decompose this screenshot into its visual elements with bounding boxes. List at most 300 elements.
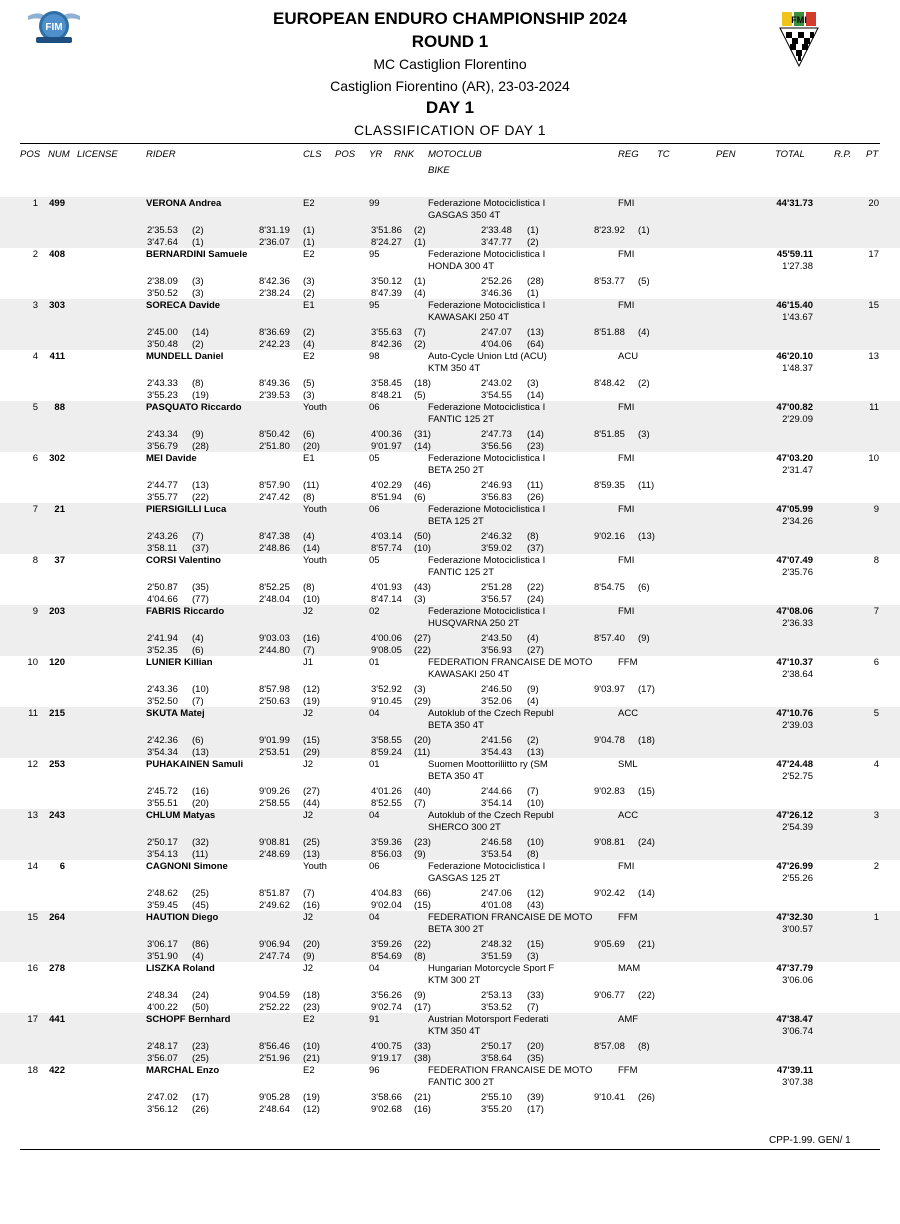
lap-time-cell: 9'02.42 [594, 888, 625, 899]
rider-year: 96 [369, 1065, 380, 1076]
rider-pos: 11 [28, 708, 38, 719]
rider-name: MUNDELL Daniel [146, 351, 224, 362]
lap-time-cell: (4) [414, 288, 426, 299]
lap-time-cell: (1) [303, 225, 315, 236]
lap-time-cell: (3) [638, 429, 650, 440]
rider-total: 46'20.10 [776, 351, 813, 362]
rider-row [0, 809, 900, 860]
rider-motoclub: Suomen Moottoriliitto ry (SM [428, 759, 548, 770]
lap-time-cell: (11) [414, 747, 431, 758]
rider-num: 37 [54, 555, 65, 566]
lap-time-cell: (4) [303, 339, 315, 350]
lap-time-cell: (45) [192, 900, 209, 911]
lap-time-cell: (21) [414, 1092, 431, 1103]
lap-time-cell: (15) [527, 939, 544, 950]
lap-time-cell: (3) [303, 390, 315, 401]
lap-time-cell: 9'10.45 [371, 696, 402, 707]
rider-pos: 7 [32, 504, 38, 515]
rider-year: 95 [369, 249, 380, 260]
lap-time-cell: 2'43.02 [481, 378, 512, 389]
lap-time-cell: (20) [303, 939, 320, 950]
rider-total: 47'08.06 [776, 606, 813, 617]
lap-time-cell: (5) [303, 378, 315, 389]
lap-time-cell: 4'00.36 [371, 429, 402, 440]
lap-time-cell: (1) [303, 237, 315, 248]
lap-time-cell: 2'42.36 [147, 735, 178, 746]
lap-time-cell: 3'47.77 [481, 237, 512, 248]
rider-row [0, 911, 900, 962]
col-pt: PT [866, 149, 879, 160]
rider-gap: 3'00.57 [782, 924, 813, 935]
rider-points: 13 [868, 351, 879, 362]
rider-total: 44'31.73 [776, 198, 813, 209]
lap-time-cell: 2'52.22 [259, 1002, 290, 1013]
lap-time-cell: 8'24.27 [371, 237, 402, 248]
rider-name: PUHAKAINEN Samuli [146, 759, 244, 770]
lap-time-cell: 3'50.52 [147, 288, 178, 299]
lap-time-cell: 4'03.14 [371, 531, 402, 542]
lap-time-cell: 9'02.68 [371, 1104, 402, 1115]
rider-bike: BETA 125 2T [428, 516, 484, 527]
lap-time-cell: 8'51.87 [259, 888, 290, 899]
rider-class: J2 [303, 606, 314, 617]
rider-class: Youth [303, 861, 327, 872]
lap-time-cell: (2) [192, 339, 204, 350]
col-pos: POS [20, 149, 41, 160]
rider-class: E2 [303, 198, 315, 209]
lap-time-cell: 8'47.38 [259, 531, 290, 542]
rider-total: 47'26.99 [776, 861, 813, 872]
lap-time-cell: (2) [414, 339, 426, 350]
rider-year: 99 [369, 198, 380, 209]
rider-bike: FANTIC 300 2T [428, 1077, 494, 1088]
rider-num: 422 [49, 1065, 65, 1076]
rider-motoclub: Auto-Cycle Union Ltd (ACU) [428, 351, 547, 362]
lap-time-cell: (1) [414, 276, 426, 287]
rider-motoclub: Federazione Motociclistica I [428, 555, 546, 566]
lap-time-cell: 3'59.36 [371, 837, 402, 848]
lap-time-cell: 3'58.55 [371, 735, 402, 746]
lap-time-cell: (6) [303, 429, 315, 440]
rider-points: 2 [873, 861, 879, 872]
lap-time-cell: (20) [192, 798, 209, 809]
lap-time-cell: (15) [638, 786, 655, 797]
lap-time-cell: 2'43.33 [147, 378, 178, 389]
lap-time-cell: 3'53.54 [481, 849, 512, 860]
lap-time-cell: 3'58.11 [147, 543, 178, 554]
rider-num: 120 [49, 657, 65, 668]
lap-time-cell: 9'10.41 [594, 1092, 625, 1103]
lap-time-cell: (3) [192, 288, 204, 299]
rider-name: HAUTION Diego [146, 912, 219, 923]
rider-pos: 15 [27, 912, 38, 923]
lap-time-cell: 9'05.69 [594, 939, 625, 950]
rider-bike: KAWASAKI 250 4T [428, 312, 510, 323]
rider-class: E2 [303, 249, 315, 260]
lap-time-cell: (6) [638, 582, 650, 593]
lap-time-cell: 2'50.87 [147, 582, 178, 593]
rider-points: 10 [868, 453, 879, 464]
lap-time-cell: (24) [192, 990, 209, 1001]
lap-time-cell: (64) [527, 339, 544, 350]
rider-bike: KTM 350 4T [428, 1026, 481, 1037]
lap-time-cell: (29) [303, 747, 320, 758]
lap-time-cell: 3'47.64 [147, 237, 178, 248]
rider-num: 411 [49, 351, 65, 362]
lap-time-cell: 9'04.59 [259, 990, 290, 1001]
lap-time-cell: 2'48.04 [259, 594, 290, 605]
lap-time-cell: 2'58.55 [259, 798, 290, 809]
rider-row [0, 656, 900, 707]
lap-time-cell: (2) [303, 288, 315, 299]
lap-time-cell: 2'47.06 [481, 888, 512, 899]
lap-time-cell: 2'41.56 [481, 735, 512, 746]
lap-time-cell: 3'56.57 [481, 594, 512, 605]
lap-time-cell: 2'33.48 [481, 225, 512, 236]
rider-total: 47'24.48 [776, 759, 813, 770]
lap-time-cell: (4) [192, 633, 204, 644]
rider-class: J1 [303, 657, 314, 668]
lap-time-cell: (17) [527, 1104, 544, 1115]
rider-gap: 2'35.76 [782, 567, 813, 578]
rider-motoclub: Federazione Motociclistica I [428, 249, 546, 260]
rider-row [0, 962, 900, 1013]
lap-time-cell: 8'57.40 [594, 633, 625, 644]
lap-time-cell: 3'53.52 [481, 1002, 512, 1013]
rider-num: 215 [49, 708, 65, 719]
col-tc: TC [657, 149, 670, 160]
lap-time-cell: 8'47.14 [371, 594, 402, 605]
lap-time-cell: (8) [192, 378, 204, 389]
rider-motoclub: Autoklub of the Czech Republ [428, 708, 554, 719]
lap-time-cell: 9'02.16 [594, 531, 625, 542]
rider-reg: FMI [618, 453, 635, 464]
rider-bike: GASGAS 350 4T [428, 210, 501, 221]
lap-time-cell: (25) [303, 837, 320, 848]
lap-time-cell: (4) [527, 696, 539, 707]
lap-time-cell: 4'00.75 [371, 1041, 402, 1052]
rider-gap: 3'06.06 [782, 975, 813, 986]
lap-time-cell: 2'43.50 [481, 633, 512, 644]
lap-time-cell: 3'54.14 [481, 798, 512, 809]
lap-time-cell: (14) [527, 390, 544, 401]
lap-time-cell: (50) [414, 531, 431, 542]
lap-time-cell: (6) [192, 735, 204, 746]
lap-time-cell: 3'51.59 [481, 951, 512, 962]
lap-time-cell: 3'58.45 [371, 378, 402, 389]
lap-time-cell: 2'44.77 [147, 480, 178, 491]
lap-time-cell: 4'04.83 [371, 888, 402, 899]
lap-time-cell: (31) [414, 429, 431, 440]
rider-class: E1 [303, 300, 315, 311]
rider-row [0, 299, 900, 350]
rider-points: 20 [868, 198, 879, 209]
lap-time-cell: (1) [638, 225, 650, 236]
lap-time-cell: 4'02.29 [371, 480, 402, 491]
rider-class: J2 [303, 759, 314, 770]
rider-name: VERONA Andrea [146, 198, 222, 209]
lap-time-cell: (28) [192, 441, 209, 452]
rider-gap: 2'39.03 [782, 720, 813, 731]
lap-time-cell: 3'54.55 [481, 390, 512, 401]
lap-time-cell: 4'00.06 [371, 633, 402, 644]
lap-time-cell: (44) [303, 798, 320, 809]
lap-time-cell: (10) [303, 1041, 320, 1052]
rider-gap: 2'29.09 [782, 414, 813, 425]
lap-time-cell: (8) [638, 1041, 650, 1052]
lap-time-cell: (1) [527, 288, 539, 299]
lap-time-cell: (3) [414, 594, 426, 605]
header-rule [20, 143, 880, 144]
rider-row [0, 350, 900, 401]
rider-motoclub: Federazione Motociclistica I [428, 453, 546, 464]
lap-time-cell: 9'03.03 [259, 633, 290, 644]
rider-reg: SML [618, 759, 638, 770]
lap-time-cell: (19) [303, 696, 320, 707]
rider-num: 21 [54, 504, 65, 515]
rider-name: CHLUM Matyas [146, 810, 216, 821]
rider-pos: 10 [27, 657, 38, 668]
lap-time-cell: 8'42.36 [259, 276, 290, 287]
rider-bike: KTM 350 4T [428, 363, 481, 374]
lap-time-cell: (22) [414, 645, 431, 656]
lap-time-cell: 2'46.32 [481, 531, 512, 542]
rider-year: 01 [369, 657, 380, 668]
lap-time-cell: 3'56.93 [481, 645, 512, 656]
lap-time-cell: 2'48.64 [259, 1104, 290, 1115]
lap-time-cell: 2'43.34 [147, 429, 178, 440]
rider-bike: GASGAS 125 2T [428, 873, 501, 884]
lap-time-cell: 2'46.93 [481, 480, 512, 491]
lap-time-cell: 2'46.58 [481, 837, 512, 848]
lap-time-cell: 2'44.80 [259, 645, 290, 656]
page-title: EUROPEAN ENDURO CHAMPIONSHIP 2024 [273, 9, 627, 28]
rider-year: 05 [369, 555, 380, 566]
rider-pos: 14 [27, 861, 38, 872]
lap-time-cell: (8) [414, 951, 426, 962]
lap-time-cell: (2) [638, 378, 650, 389]
rider-bike: KAWASAKI 250 4T [428, 669, 510, 680]
rider-year: 01 [369, 759, 380, 770]
lap-time-cell: (15) [414, 900, 431, 911]
lap-time-cell: (23) [192, 1041, 209, 1052]
lap-time-cell: (26) [192, 1104, 209, 1115]
lap-time-cell: 9'01.99 [259, 735, 290, 746]
rider-gap: 2'55.26 [782, 873, 813, 884]
lap-time-cell: 3'56.26 [371, 990, 402, 1001]
rider-motoclub: Federazione Motociclistica I [428, 861, 546, 872]
rider-bike: KTM 300 2T [428, 975, 481, 986]
rider-gap: 3'06.74 [782, 1026, 813, 1037]
rider-name: CORSI Valentino [146, 555, 221, 566]
lap-time-cell: (22) [414, 939, 431, 950]
rider-gap: 3'07.38 [782, 1077, 813, 1088]
lap-time-cell: (23) [303, 1002, 320, 1013]
lap-time-cell: (18) [303, 990, 320, 1001]
lap-time-cell: 2'41.94 [147, 633, 178, 644]
rider-num: 88 [54, 402, 65, 413]
lap-time-cell: (4) [527, 633, 539, 644]
rider-name: LUNIER Killian [146, 657, 213, 668]
lap-time-cell: 3'56.12 [147, 1104, 178, 1115]
lap-time-cell: 8'50.42 [259, 429, 290, 440]
lap-time-cell: (7) [303, 888, 315, 899]
lap-time-cell: (13) [192, 480, 209, 491]
lap-time-cell: 2'50.17 [481, 1041, 512, 1052]
lap-time-cell: 2'52.26 [481, 276, 512, 287]
lap-time-cell: (17) [192, 1092, 209, 1103]
lap-time-cell: 9'06.77 [594, 990, 625, 1001]
rider-motoclub: Hungarian Motorcycle Sport F [428, 963, 555, 974]
lap-time-cell: 2'48.62 [147, 888, 178, 899]
lap-time-cell: (3) [414, 684, 426, 695]
lap-time-cell: 2'35.53 [147, 225, 178, 236]
col-bike: BIKE [428, 165, 450, 176]
lap-time-cell: (7) [192, 696, 204, 707]
lap-time-cell: (21) [303, 1053, 320, 1064]
rider-bike: FANTIC 125 2T [428, 414, 494, 425]
rider-pos: 5 [32, 402, 38, 413]
rider-num: 264 [49, 912, 65, 923]
rider-reg: FFM [618, 912, 638, 923]
rider-motoclub: FEDERATION FRANCAISE DE MOTO [428, 1065, 593, 1076]
lap-time-cell: (9) [414, 849, 426, 860]
lap-time-cell: (10) [527, 798, 544, 809]
lap-time-cell: (8) [527, 849, 539, 860]
lap-time-cell: (23) [414, 837, 431, 848]
lap-time-cell: (20) [303, 441, 320, 452]
lap-time-cell: (13) [527, 327, 544, 338]
rider-reg: FMI [618, 606, 635, 617]
lap-time-cell: (16) [192, 786, 209, 797]
lap-time-cell: 4'01.93 [371, 582, 402, 593]
lap-time-cell: (11) [303, 480, 320, 491]
lap-time-cell: 8'54.75 [594, 582, 625, 593]
classification-table [0, 197, 900, 1115]
lap-time-cell: 3'52.06 [481, 696, 512, 707]
lap-time-cell: 2'43.36 [147, 684, 178, 695]
location-date: Castiglion Fiorentino (AR), 23-03-2024 [330, 78, 570, 94]
lap-time-cell: (29) [414, 696, 431, 707]
lap-time-cell: (14) [414, 441, 431, 452]
lap-time-cell: 4'00.22 [147, 1002, 178, 1013]
lap-time-cell: (22) [192, 492, 209, 503]
lap-time-cell: (46) [414, 480, 431, 491]
lap-time-cell: (1) [527, 225, 539, 236]
rider-reg: FMI [618, 555, 635, 566]
lap-time-cell: (14) [638, 888, 655, 899]
lap-time-cell: (66) [414, 888, 431, 899]
rider-bike: BETA 350 4T [428, 720, 484, 731]
lap-time-cell: (37) [527, 543, 544, 554]
rider-pos: 9 [32, 606, 38, 617]
lap-time-cell: (7) [303, 645, 315, 656]
lap-time-cell: 2'38.24 [259, 288, 290, 299]
lap-time-cell: (37) [192, 543, 209, 554]
fim-logo-text: FIM [45, 22, 63, 33]
lap-time-cell: 4'04.66 [147, 594, 178, 605]
lap-time-cell: (11) [638, 480, 655, 491]
rider-pos: 13 [27, 810, 38, 821]
rider-class: J2 [303, 708, 314, 719]
rider-pos: 16 [27, 963, 38, 974]
rider-name: SCHOPF Bernhard [146, 1014, 231, 1025]
lap-time-cell: (4) [192, 951, 204, 962]
lap-time-cell: 3'56.07 [147, 1053, 178, 1064]
rider-pos: 2 [32, 249, 38, 260]
lap-time-cell: 3'50.48 [147, 339, 178, 350]
round-title: ROUND 1 [411, 32, 489, 51]
lap-time-cell: 8'56.03 [371, 849, 402, 860]
lap-time-cell: 8'48.21 [371, 390, 402, 401]
lap-time-cell: 2'53.13 [481, 990, 512, 1001]
lap-time-cell: (43) [527, 900, 544, 911]
lap-time-cell: 9'08.81 [259, 837, 290, 848]
lap-time-cell: 8'57.90 [259, 480, 290, 491]
rider-gap: 2'36.33 [782, 618, 813, 629]
rider-total: 47'26.12 [776, 810, 813, 821]
rider-points: 17 [868, 249, 879, 260]
lap-time-cell: 8'53.77 [594, 276, 625, 287]
lap-time-cell: 4'01.08 [481, 900, 512, 911]
rider-class: Youth [303, 504, 327, 515]
rider-name: SKUTA Matej [146, 708, 205, 719]
rider-num: 499 [49, 198, 65, 209]
lap-time-cell: 3'58.66 [371, 1092, 402, 1103]
lap-time-cell: (25) [192, 1053, 209, 1064]
rider-reg: FFM [618, 1065, 638, 1076]
lap-time-cell: 3'59.26 [371, 939, 402, 950]
rider-points: 7 [873, 606, 879, 617]
lap-time-cell: 9'02.83 [594, 786, 625, 797]
rider-class: Youth [303, 555, 327, 566]
rider-name: SORECA Davide [146, 300, 221, 311]
lap-time-cell: (9) [303, 951, 315, 962]
lap-time-cell: (27) [414, 633, 431, 644]
rider-bike: BETA 300 2T [428, 924, 484, 935]
rider-bike: BETA 350 4T [428, 771, 484, 782]
lap-time-cell: (27) [527, 645, 544, 656]
lap-time-cell: (24) [638, 837, 655, 848]
lap-time-cell: 8'51.88 [594, 327, 625, 338]
lap-time-cell: (8) [527, 531, 539, 542]
rider-bike: BETA 250 2T [428, 465, 484, 476]
rider-class: J2 [303, 810, 314, 821]
lap-time-cell: (14) [192, 327, 209, 338]
rider-motoclub: Federazione Motociclistica I [428, 504, 546, 515]
lap-time-cell: (40) [414, 786, 431, 797]
rider-gap: 2'54.39 [782, 822, 813, 833]
lap-time-cell: 8'57.08 [594, 1041, 625, 1052]
rider-points: 8 [873, 555, 879, 566]
rider-points: 5 [873, 708, 879, 719]
col-license: LICENSE [77, 149, 118, 160]
lap-time-cell: 9'01.97 [371, 441, 402, 452]
club-name: MC Castiglion Florentino [373, 56, 527, 72]
rider-motoclub: Autoklub of the Czech Republ [428, 810, 554, 821]
lap-time-cell: 9'05.28 [259, 1092, 290, 1103]
rider-reg: FMI [618, 249, 635, 260]
rider-total: 47'03.20 [776, 453, 813, 464]
rider-name: CAGNONI Simone [146, 861, 228, 872]
rider-row [0, 197, 900, 248]
lap-time-cell: 3'46.36 [481, 288, 512, 299]
rider-reg: MAM [618, 963, 641, 974]
rider-total: 47'38.47 [776, 1014, 813, 1025]
rider-row [0, 758, 900, 809]
col-total: TOTAL [775, 149, 805, 160]
lap-time-cell: (13) [192, 747, 209, 758]
